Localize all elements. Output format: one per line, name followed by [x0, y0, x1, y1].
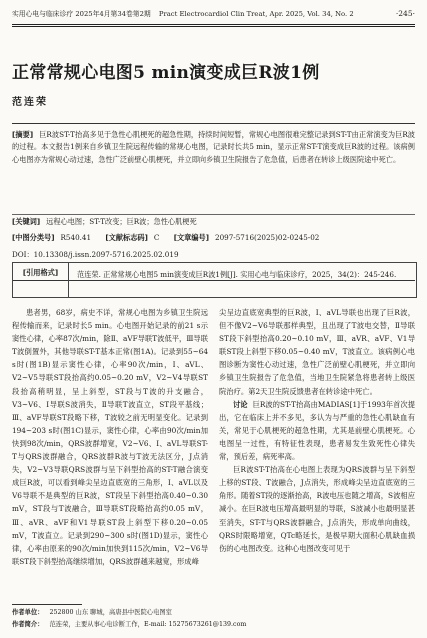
author-info-label: 作者简介： [12, 621, 44, 628]
article-author: 范连荣 [12, 97, 48, 108]
header-rule [12, 24, 415, 25]
body-left-column [12, 306, 208, 568]
doc-code-label: [文献标志码] [105, 233, 148, 242]
keywords-label: [关键词] [12, 217, 41, 226]
unit-label: 作者单位： [12, 609, 44, 616]
abstract-text: 巨R波ST-T抬高多见于急性心肌梗死的超急性期，持续时间短暂，常规心电图很难完整记录到ST-T由正常演变为巨R波的过程。本文报告1例来自乡镇卫生院远程传输的常规心电图，记录时长共5 min，显示正常ST-T演变成巨R波的过程。该病例心电图亦为常规心动过速，急性广泛前壁心肌梗死，并立即向乡镇卫生院报告了危急值，后患者在转诊上级医院途中死亡。 [12, 130, 415, 164]
journal-name-en: Pract Electrocardiol Clin Treat, Apr. 2025, Vol. 34, No. 2 [158, 10, 354, 18]
footnote-rule [12, 604, 82, 605]
header-rule-thin [12, 26, 415, 27]
clc-value: R540.41 [60, 233, 92, 242]
footnote-author [12, 620, 415, 630]
journal-header [12, 6, 415, 22]
divider [12, 214, 415, 215]
discussion-paragraph [219, 398, 415, 463]
case-report-continued: 尖呈边直底宽典型的巨R波，Ⅰ、aVL导联也出现了巨R波，但不像V2~V6导联那样典型，且出现了T波电交替，Ⅱ导联ST段下斜型抬高0.20~0.10 mV，Ⅲ、aVR、aVF、V1导联ST段上斜型下移0.05~0.40 mV，T波直立。该病例心电图诊断为窦性心动过速，急性广泛前壁心肌梗死，并立即向乡镇卫生院报告了危急值，当地卫生院紧急将患者转上级医院治疗。第2天卫生院反馈患者在转诊途中死亡。 [219, 308, 415, 396]
unit-text: 252800 山东 聊城，高唐县中医院心电图室 [49, 609, 172, 616]
clc-label: [中图分类号] [12, 233, 55, 242]
citation-text: 范连荣. 正常常规心电图5 min演变成巨R波1例[J]. 实用心电与临床诊疗，2025，34(2)：245-246. [77, 270, 397, 279]
citation-label: [引用格式] [13, 263, 69, 297]
article-id-value: 2097-5716(2025)02-0245-02 [215, 233, 320, 242]
keywords-text: 远程心电图；ST-T改变；巨R波；急性心肌梗死 [46, 217, 197, 226]
citation-box [12, 262, 417, 298]
classification-line [12, 232, 415, 244]
journal-name-cn: 实用心电与临床诊疗 2025年4月第34卷第2期 [12, 10, 151, 18]
article-title: 正常常规心电图5 min演变成巨R波1例 [12, 63, 320, 83]
doc-code-value: C [153, 233, 160, 242]
discussion-text-1: 巨R波的ST-T抬高由MADIAS[1]于1993年首次提出，它在临床上并不多见，多认为与严重的急性心肌缺血有关，常见于心肌梗死的超急性期，尤其是前壁心肌梗死。心电图呈一过性，有特征性表现，患者易发生致死性心律失常，预后差，病死率高。 [219, 399, 415, 462]
keywords [12, 216, 415, 228]
discussion-paragraph-2: 巨R波ST-T抬高在心电图上表现为QRS波群与呈下斜型上移的ST段、T波融合，J点消失，形成峰尖呈边直底宽的三角形。随着ST段的逐渐抬高，R波电压也随之增高，S波相应减小。在巨R波电压增高最明显的导联，S波减小也最明显甚至消失，ST-T与QRS波群融合，J点消失，形成单向曲线，QRS时限略增宽，QTc略延长，是极早期大面积心肌缺血损伤的心电图改变。这种心电图改变可见于 [219, 465, 415, 553]
discussion-heading: 讨论 [233, 399, 248, 409]
footnote-unit [12, 608, 415, 618]
doi-link[interactable]: DOI：10.13308/j.issn.2097-5716.2025.02.019 [12, 250, 179, 259]
author-info-text: 范连荣，主要从事心电诊断工作，E-mail: 15275673261@139.com [49, 621, 247, 628]
body-right-column [219, 306, 415, 555]
article-id-label: [文章编号] [173, 233, 210, 242]
abstract-label: [摘要] [12, 130, 34, 139]
abstract-box [12, 123, 415, 281]
abstract [12, 129, 415, 166]
case-report-paragraph: 患者男，68岁，病史不详，常规心电图为乡镇卫生院远程传输而来，记录时长5 min。心电图开始记录的前21 s示窦性心律，心率87次/min，除Ⅱ、aVF导联T波低平，Ⅲ导联T波倒置外，其他导联ST-T基本正常(图1A)。记录到55~64 s时(图1B)显示窦性心律，心率90次/min，Ⅰ、aVL、V2~V5导联ST段抬高约0.05~0.20 mV，V2~V4导联ST段抬高稍明显，呈上斜型，ST段与T波的升支融合，V3~V6、Ⅰ导联S波消失，Ⅱ导联T波直立，ST段平基线；Ⅲ、aVF导联ST段略下移，T波较之前无明显变化。记录到194~203 s时(图1C)显示，窦性心律，心率由90次/min加快到98次/min，QRS波群增宽，V2~V6、Ⅰ、aVL导联ST-T与QRS波群融合，QRS波群R波与T波无法区分，J点消失，V2~V3导联QRS波群与呈下斜型抬高的ST-T融合演变成巨R波，可以看到峰尖呈边直底宽的三角形，Ⅰ、aVL以及V6导联不是典型的巨R波，ST段呈下斜型抬高0.40~0.30 mV，ST段与T波融合，Ⅲ导联ST段略抬高约0.05 mV，Ⅲ、aVR、aVF和V1导联ST段上斜型下移0.20~0.05 mV，T波直立。记录到290~300 s时(图1D)显示，窦性心律，心率由原来的90次/min加快到115次/min，V2~V6导联ST段下斜型抬高继续增加，QRS波群越来越宽，形成峰 [12, 308, 208, 566]
page-number: ·245· [395, 9, 415, 18]
